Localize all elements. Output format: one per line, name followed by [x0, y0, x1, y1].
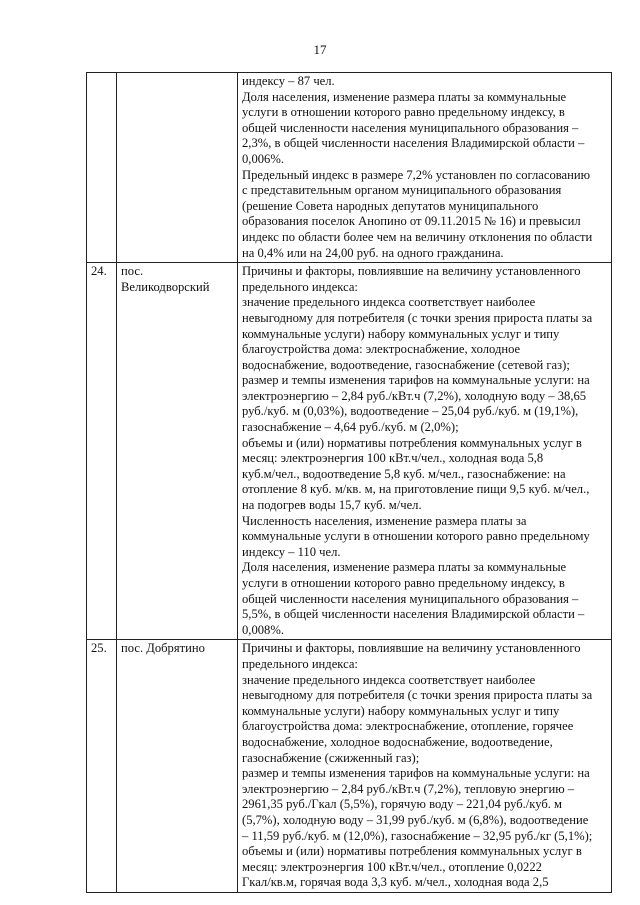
description-cell [238, 263, 612, 640]
description-line: Гкал/кв.м, горячая вода 3,3 куб. м/чел., холодная вода 2,5 [242, 875, 549, 890]
description-line: невыгодному для потребителя (с точки зрения прироста платы за [242, 688, 593, 703]
description-line: коммунальные услуги) набору коммунальных услуг и типу [242, 703, 560, 718]
settlement-name-line: пос. [121, 264, 144, 279]
description-line: куб.м/чел., водоотведение 5,8 куб. м/чел., газоснабжение: на [242, 466, 566, 481]
description-line: 0,006%. [242, 151, 284, 166]
description-line: 5,5%, в общей численности населения Владимирской области – [242, 607, 585, 622]
description-line: коммунальные услуги) набору коммунальных услуг и типу [242, 326, 560, 341]
description-line: общей численности населения муниципального образования – [242, 120, 579, 135]
description-line: на подогрев воды 15,7 куб. м/чел. [242, 498, 422, 513]
description-line: электроэнергию – 2,84 руб./кВт.ч (7,2%), холодную воду – 38,65 [242, 388, 587, 403]
description-line: услуги в отношении которого равно предельному индексу, в [242, 105, 565, 120]
description-line: 0,008%. [242, 622, 284, 637]
description-line: образования поселок Анопино от 09.11.2015 № 16) и превысил [242, 214, 581, 229]
description-line: благоустройства дома: электроснабжение, отопление, горячее [242, 719, 574, 734]
settlement-name [117, 263, 238, 640]
description-line: с представительным органом муниципального образования [242, 183, 562, 198]
description-line: Причины и факторы, повлиявшие на величину установленного [242, 264, 581, 279]
page-number: 17 [313, 42, 327, 57]
description-line: водоснабжение, холодное водоснабжение, водоотведение, [242, 734, 553, 749]
description-line: объемы и (или) нормативы потребления коммунальных услуг в [242, 844, 582, 859]
description-line: коммунальные услуги в отношении которого равно предельному [242, 529, 590, 544]
description-cell [238, 640, 612, 893]
description-line: – 11,59 руб./куб. м (12,0%), газоснабжение – 32,95 руб./кг (5,1%); [242, 828, 593, 843]
description-line: месяц: электроэнергия 100 кВт.ч/чел., холодная вода 5,8 [242, 451, 544, 466]
settlement-name-line: Великодворский [121, 279, 210, 294]
description-line: индекс по области более чем на величину отклонения по области [242, 229, 593, 244]
description-line: Численность населения, изменение размера платы за [242, 513, 527, 528]
description-line: (решение Совета народных депутатов муниципального [242, 198, 539, 213]
description-line: объемы и (или) нормативы потребления коммунальных услуг в [242, 435, 582, 450]
description-line: значение предельного индекса соответствует наиболее [242, 295, 536, 310]
description-line: водоснабжение, водоотведение, газоснабжение (сетевой газ); [242, 357, 570, 372]
description-line: газоснабжение (сжиженный газ); [242, 750, 420, 765]
description-line: 2,3%, в общей численности населения Владимирской области – [242, 136, 585, 151]
table-row [87, 73, 612, 263]
description-line: значение предельного индекса соответствует наиболее [242, 672, 536, 687]
municipal-index-table [86, 72, 612, 893]
row-number: 24. [87, 263, 117, 640]
description-line: размер и темпы изменения тарифов на коммунальные услуги: на [242, 766, 590, 781]
description-line: руб./куб. м (0,03%), водоотведение – 25,04 руб./куб. м (19,1%), [242, 404, 579, 419]
table-row [87, 640, 612, 893]
description-line: Предельный индекс в размере 7,2% установлен по согласованию [242, 167, 591, 182]
description-line: индексу – 87 чел. [242, 74, 335, 88]
description-line: Доля населения, изменение размера платы за коммунальные [242, 89, 567, 104]
description-line: услуги в отношении которого равно предельному индексу, в [242, 576, 565, 590]
description-line: предельного индекса: [242, 279, 358, 294]
description-line: общей численности населения муниципального образования – [242, 591, 579, 606]
row-number [87, 73, 117, 263]
description-line: невыгодному для потребителя (с точки зрения прироста платы за [242, 310, 593, 325]
description-line: благоустройства дома: электроснабжение, холодное [242, 342, 521, 357]
description-line: электроэнергию – 2,84 руб./кВт.ч (7,2%), тепловую энергию – [242, 781, 575, 796]
description-line: (5,7%), холодную воду – 31,99 руб./куб. м (6,8%), водоотведение [242, 812, 589, 827]
description-line: предельного индекса: [242, 656, 358, 671]
description-line: газоснабжение – 4,64 руб./куб. м (2,0%); [242, 420, 459, 435]
description-line: Доля населения, изменение размера платы за коммунальные [242, 560, 567, 575]
description-line: отопление 8 куб. м/кв. м, на приготовление пищи 9,5 куб. м/чел., [242, 482, 590, 497]
description-line: на 0,4% или на 24,00 руб. на одного гражданина. [242, 245, 504, 260]
settlement-name [117, 640, 238, 893]
description-line: Причины и факторы, повлиявшие на величину установленного [242, 641, 581, 656]
settlement-name [117, 73, 238, 263]
description-line: месяц: электроэнергия 100 кВт.ч/чел., отопление 0,0222 [242, 859, 542, 874]
description-line: индексу – 110 чел. [242, 544, 341, 559]
description-cell [238, 73, 612, 263]
description-line: размер и темпы изменения тарифов на коммунальные услуги: на [242, 373, 590, 388]
row-number: 25. [87, 640, 117, 893]
description-line: 2961,35 руб./Гкал (5,5%), горячую воду – 221,04 руб./куб. м [242, 797, 563, 812]
settlement-name-line: пос. Добрятино [121, 641, 205, 656]
table-row [87, 263, 612, 640]
